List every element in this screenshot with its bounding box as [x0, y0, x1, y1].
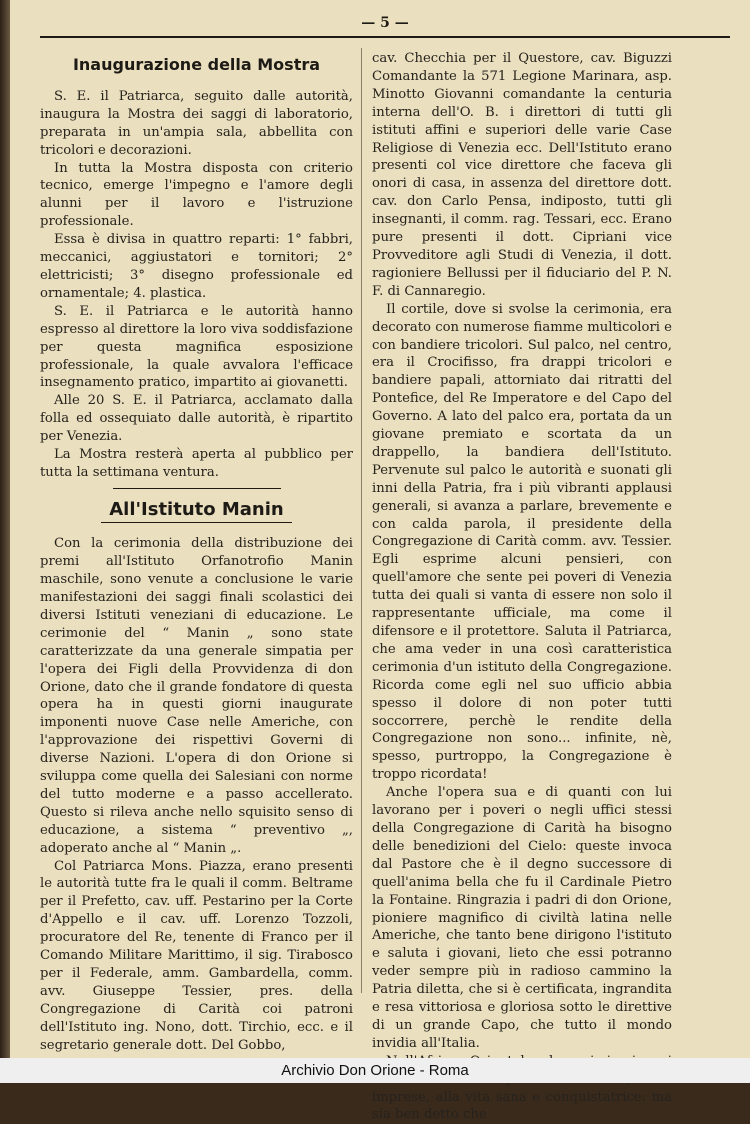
- paragraph: Anche l'opera sua e di quanti con lui lavorano per i poveri o negli uffici stessi della Congregazione di Carità ha bisogno delle benedizioni del Cielo: queste invoca dal Pastore che è il degno successore di quell'anima bella che fu il Cardinale Pietro la Fontaine. Ringrazia i padri di don Orione, pioniere magnifico di civiltà latina nelle Americhe, che tanto bene dirigono l'istituto e saluta i giovani, lieto che essi potranno veder sempre più in radioso cammino la Patria diletta, che si è certificata, ingrandita e resa vittoriosa e gloriosa sotto le direttive di un grande Capo, che tutto il mondo invidia all'Italia.: [372, 785, 672, 1051]
- section-heading-manin-wrap: [40, 501, 353, 523]
- paragraph: S. E. il Patriarca e le autorità hanno espresso al direttore la loro viva soddisfazione per questa magnifica esposizione professionale, la quale avvalora l'efficace insegnamento pratico, impartito ai giovanetti.: [40, 303, 353, 391]
- left-column: [40, 50, 353, 1055]
- section-separator: [113, 488, 281, 490]
- page-binding-edge: [0, 0, 10, 1058]
- paragraph: La Mostra resterà aperta al pubblico per tutta la settimana ventura.: [40, 447, 353, 480]
- section-heading-mostra: Inaugurazione della Mostra: [72, 55, 321, 74]
- paragraph: cav. Checchia per il Questore, cav. Biguzzi Comandante la 571 Legione Marinara, asp. Minotto Giovanni comandante la centuria interna dell'O. B. i direttori di tutti gli istituti affini e superiori delle varie Case Religiose di Venezia ecc. Dell'Istituto erano presenti col vice direttore che faceva gli onori di casa, in assenza del direttore dott. cav. don Carlo Pensa, indiposto, tutti gli insegnanti, il comm. rag. Tessari, ecc. Erano pure presenti il dott. Cipriani vice Provveditore agli Studi di Venezia, il dott. ragioniere Bellussi per il fiduciario del P. N. F. di Cannaregio.: [372, 51, 672, 299]
- archive-footer: Archivio Don Orione - Roma: [0, 1058, 750, 1083]
- right-column: [372, 50, 672, 1124]
- paragraph: Essa è divisa in quattro reparti: 1° fabbri, meccanici, aggiustatori e tornitori; 2° elettricisti; 3° disegno professionale ed ornamentale; 4. plastica.: [40, 232, 353, 301]
- header-rule: [40, 36, 730, 38]
- paragraph: S. E. il Patriarca, seguito dalle autorità, inaugura la Mostra dei saggi di laboratorio, preparata in un'ampia sala, abbellita con tricolori e decorazioni.: [40, 88, 353, 158]
- paragraph: imprese, alla vita sana e conquistatrice: ma sia ben detto che: [372, 1089, 672, 1123]
- column-divider: [361, 48, 362, 993]
- section-heading-manin: All'Istituto Manin: [101, 501, 291, 523]
- page-header: [40, 13, 730, 39]
- paragraph: Col Patriarca Mons. Piazza, erano presenti le autorità tutte fra le quali il comm. Beltrame per il Prefetto, cav. uff. Pestarino per la Corte d'Appello e il cav. uff. Lorenzo Tozzoli, procuratore del Re, tenente di Franco per il Comando Militare Marittimo, il sig. Tirabosco per il Federale, amm. Gambardella, comm. avv. Giuseppe Tessier, pres. della Congregazione di Carità coi patroni dell'Istituto ing. Nono, dott. Tirchio, ecc. e il segretario generale dott. Del Gobbo,: [40, 858, 353, 1053]
- paragraph: Il cortile, dove si svolse la cerimonia, era decorato con numerose fiamme multicolori e con bandiere tricolori. Sul palco, nel centro, era il Crocifisso, fra drappi tricolori e bandiere papali, attorniato dai ritratti del Pontefice, del Re Imperatore e del Capo del Governo. A lato del palco era, portata da un giovane premiato e scortata da un drappello, la bandiera dell'Istituto. Pervenute sul palco le autorità e suonati gli inni della Patria, fra i più vibranti applausi generali, si avanza a parlare, brevemente e con calda parola, il presidente della Congregazione di Carità comm. avv. Tessier. Egli esprime alcuni pensieri, con quell'amore che sente pei poveri di Venezia tutta dei quali si vanta di essere non solo il rappresentante ufficiale, ma come il difensore e il protettore. Saluta il Patriarca, che ama veder in una così caratteristica cerimonia d'un istituto della Congregazione. Ricorda come egli nel suo ufficio abbia spesso il dolore di non poter tutti soccorrere, perchè le rendite della Congregazione non sono... infinite, nè, spesso, purtroppo, la Congregazione è troppo ricordata!: [372, 301, 672, 783]
- paragraph: In tutta la Mostra disposta con criterio tecnico, emerge l'impegno e l'amore degli alunni per il lavoro e l'istruzione professionale.: [40, 160, 353, 230]
- page-number: — 5 —: [361, 15, 409, 31]
- paragraph: Con la cerimonia della distribuzione dei premi all'Istituto Orfanotrofio Manin maschile, sono venute a conclusione le varie manifestazioni dei saggi finali scolastici dei diversi Istituti veneziani di educazione. Le cerimonie del “ Manin „ sono state caratterizzate da una generale simpatia per l'opera dei Figli della Provvidenza di don Orione, dato che il grande fondatore di questa opera ha in questi giorni inaugurate imponenti nuove Case nelle Americhe, con l'approvazione dei rispettivi Governi di diverse Nazioni. L'opera di don Orione si sviluppa come quella dei Salesiani con norme del tutto moderne e a passo accellerato. Questo si rileva anche nello squisito senso di educazione, a sistema “ preventivo „, adoperato anche al “ Manin „.: [40, 536, 353, 856]
- paragraph: Alle 20 S. E. il Patriarca, acclamato dalla folla ed ossequiato dalle autorità, è ripartito per Venezia.: [40, 393, 353, 445]
